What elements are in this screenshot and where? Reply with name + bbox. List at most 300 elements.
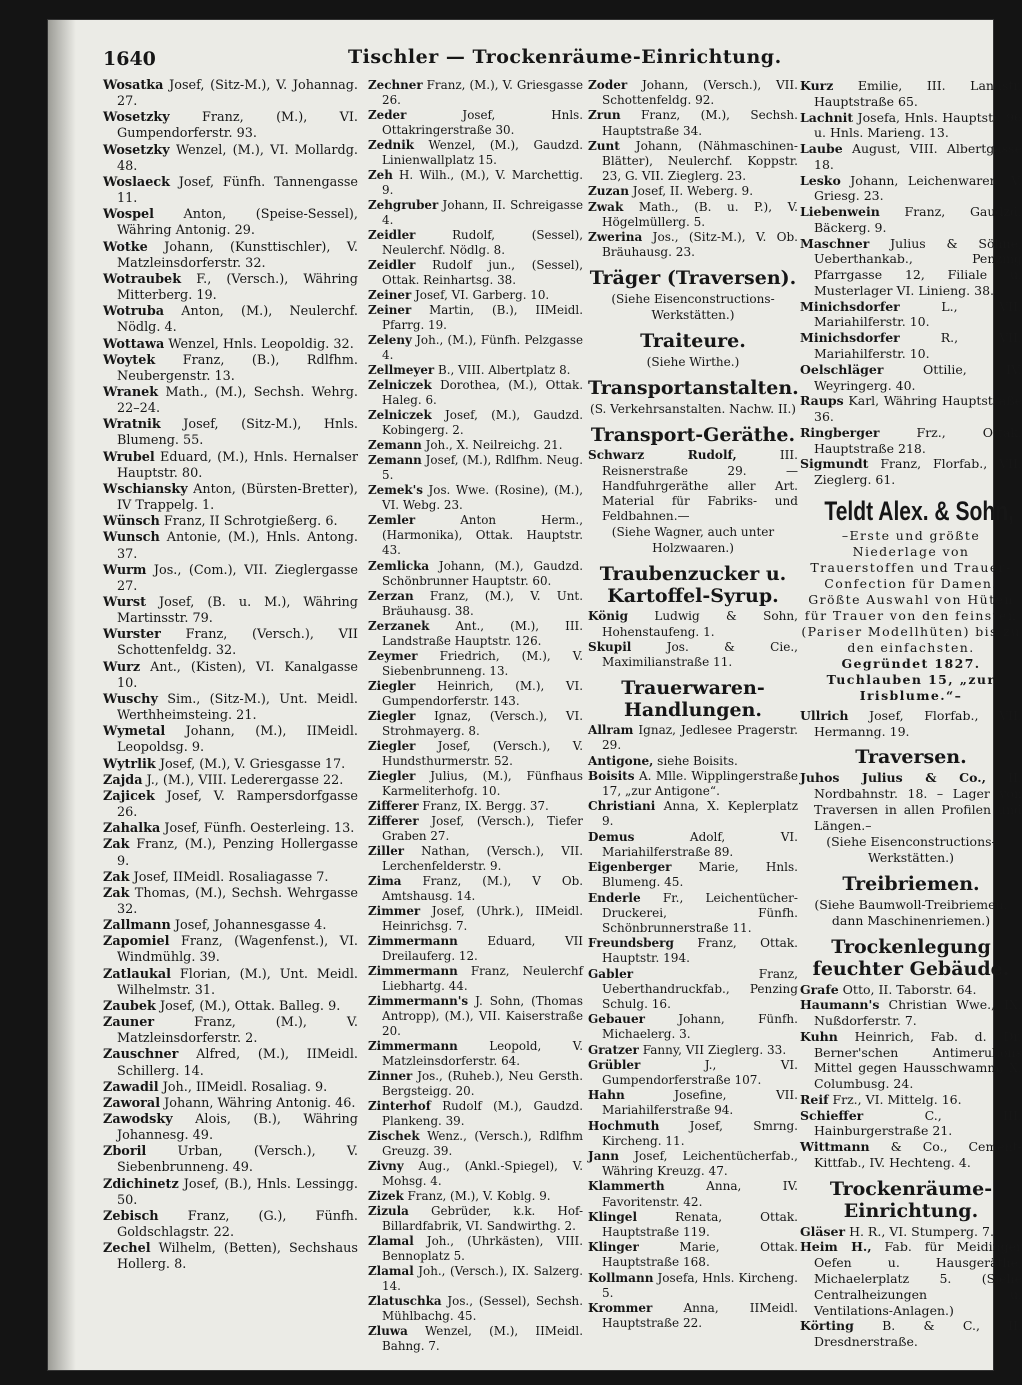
entry-details: Anton, (Speise-Sessel), Währing Antonig. 29.	[117, 207, 358, 239]
directory-entry	[800, 299, 1022, 331]
entry-details: Martin, (B.), IIMeidl. Pfarrg. 19.	[382, 303, 583, 333]
entry-name: Kollmann	[588, 1270, 654, 1285]
entry-details: L., VII. Mariahilferstr. 10.	[814, 298, 1022, 330]
entry-details: Franz, (M.), V. Koblg. 9.	[403, 1189, 551, 1204]
entry-name: Zerzanek	[368, 618, 430, 633]
entry-details: Frz., Ottak. Hauptstraße 218.	[814, 424, 1022, 456]
entry-name: Zechner	[368, 78, 423, 92]
entry-details: Fanny, VII Zieglerg. 33.	[638, 1042, 787, 1057]
entry-details: Joh., (M.), Fünfh. Pelzgasse 4.	[382, 333, 583, 363]
directory-entry	[368, 799, 583, 814]
directory-entry	[800, 982, 1022, 998]
directory-entry	[588, 78, 798, 108]
directory-entry	[103, 789, 358, 821]
directory-entry	[103, 240, 358, 272]
directory-entry	[103, 821, 358, 837]
directory-entry	[588, 1271, 798, 1301]
directory-entry	[368, 1324, 583, 1354]
entry-name: Zinner	[368, 1069, 413, 1084]
entry-details: Dorothea, (M.), Ottak. Haleg. 6.	[382, 378, 583, 408]
entry-name: Zdichinetz	[103, 1176, 179, 1192]
entry-details: Franz, (Wagenfenst.), VI. Windmühlg. 39.	[117, 934, 358, 966]
entry-name: Zawodsky	[103, 1112, 173, 1127]
entry-details: Joh., IIMeidl. Rosaliag. 9.	[158, 1079, 328, 1095]
cross-reference-note: (Siehe Wirthe.)	[646, 355, 740, 370]
directory-entry	[368, 1069, 583, 1099]
directory-entry	[103, 595, 358, 627]
directory-entry	[588, 108, 798, 138]
directory-entry	[368, 108, 583, 138]
entry-details: Franz, (M.), VI. Gumpendorferstr. 93.	[117, 110, 358, 142]
entry-name: Zeiner	[368, 303, 412, 318]
entry-details: Franz, IX. Bergg. 37.	[418, 798, 549, 813]
entry-name: Zelniczek	[368, 408, 432, 423]
entry-details: Josef, VI. Garberg. 10.	[411, 288, 550, 303]
entry-name: Zwak	[588, 199, 624, 214]
entry-name: Schwarz Rudolf,	[588, 448, 737, 463]
directory-entry	[103, 450, 358, 482]
directory-entry	[588, 723, 798, 753]
advertisement-text: Größte Auswahl von Hüten für Trauer von den feinsten (Pariser Modellhüten) bis zu den einfachsten.	[801, 591, 1021, 655]
entry-name: Minichsdorfer	[800, 298, 900, 314]
entry-name: Christiani	[588, 799, 656, 814]
entry-name: Zoder	[588, 78, 628, 92]
entry-details: Karl, Währing Hauptstraße 36.	[814, 393, 1022, 425]
column-1	[103, 78, 358, 1274]
column-4	[800, 78, 1022, 1350]
entry-details: Johann, Fünfh. Michaelerg. 3.	[602, 1012, 798, 1042]
directory-entry	[800, 78, 1022, 110]
entry-details: Anna, X. Keplerplatz 9.	[602, 799, 798, 829]
entry-details: Ludwig & Sohn, Hohenstaufeng. 1.	[602, 609, 798, 639]
advertisement-founded: Gegründet 1827.	[841, 655, 981, 671]
entry-name: Wünsch	[103, 514, 160, 530]
entry-name: Hochmuth	[588, 1118, 660, 1133]
entry-details: Franz, (M.), V Ob. Amtshausg. 14.	[382, 873, 583, 903]
entry-details: H. Wilh., (M.), V. Marchettig. 9.	[382, 168, 583, 198]
entry-details: J. Sohn, (Thomas Antropp), (M.), VII. Kaiserstraße 20.	[382, 993, 583, 1038]
directory-entry	[588, 891, 798, 937]
directory-entry	[800, 1108, 1022, 1140]
directory-entry	[800, 1239, 1022, 1318]
entry-details: Wenzel, Hnls. Leopoldig. 32.	[164, 336, 354, 352]
entry-name: Grafe	[800, 981, 839, 997]
directory-entry	[103, 660, 358, 692]
directory-entry	[588, 799, 798, 829]
directory-entry	[588, 860, 798, 890]
directory-entry	[368, 934, 583, 964]
entry-details: Josef, IIMeidl. Rosaliagasse 7.	[129, 869, 329, 885]
entry-details: Franz, (Versch.), VII Schottenfeldg. 32.	[117, 627, 358, 659]
directory-entry	[103, 1209, 358, 1241]
entry-name: Zallmann	[103, 918, 171, 934]
directory-entry	[588, 1179, 798, 1209]
entry-details: Josef, (M.), Ottak. Balleg. 9.	[155, 998, 341, 1014]
entry-name: Zimmermann	[368, 933, 458, 948]
entry-details: Jos. & Cie., Maximilianstraße 11.	[602, 639, 798, 670]
directory-entry	[588, 1210, 798, 1240]
entry-details: J., VI. Gumpendorferstraße 107.	[602, 1057, 798, 1087]
entry-name: Zajicek	[103, 788, 155, 804]
entry-details: Antonie, (M.), Hnls. Antong. 37.	[117, 530, 358, 562]
advertisement	[800, 494, 1022, 704]
entry-name: Enderle	[588, 890, 641, 905]
directory-entry	[103, 207, 358, 239]
entry-name: Liebenwein	[800, 204, 880, 220]
entry-details: Ignaz, (Versch.), VI. Strohmayerg. 8.	[382, 708, 583, 738]
entry-name: Zizek	[368, 1189, 404, 1204]
entry-details: Josefa, Hnls. Hauptstr. 96 u. Hnls. Marieng. 13.	[814, 109, 1022, 141]
entry-name: Zauner	[103, 1015, 155, 1031]
entry-name: Zawadil	[103, 1079, 159, 1095]
entry-details: Julius, (M.), Fünfhaus Karmeliterhofg. 10.	[382, 768, 583, 798]
entry-name: Wurz	[103, 659, 141, 675]
directory-entry	[368, 303, 583, 333]
entry-name: Zechel	[103, 1241, 151, 1257]
entry-details: Anton, (Bürsten-Bretter), IV Trappelg. 1.	[117, 481, 358, 514]
directory-entry	[800, 110, 1022, 142]
directory-entry	[368, 844, 583, 874]
directory-entry	[588, 754, 798, 769]
advertisement-address: Tuchlauben 15, „zur Irisblume.“–	[826, 671, 996, 703]
entry-name: Zluwa	[368, 1324, 408, 1339]
entry-details: Johann, (Kunsttischler), V. Matzleinsdorferstr. 32.	[117, 239, 358, 271]
entry-name: Wurst	[103, 595, 147, 610]
entry-name: Klammerth	[588, 1179, 665, 1194]
advertisement-firm-name: Teldt Alex. & Sohn,	[824, 495, 1014, 526]
entry-name: Zehgruber	[368, 198, 439, 213]
entry-name: Demus	[588, 829, 635, 844]
entry-name: Zifferer	[368, 813, 419, 828]
entry-details: Nathan, (Versch.), VII. Lerchenfelderstr. 9.	[382, 843, 583, 873]
entry-name: Hahn	[588, 1088, 625, 1103]
directory-entry	[588, 936, 798, 966]
entry-name: Klinger	[588, 1240, 639, 1255]
directory-entry	[368, 769, 583, 799]
entry-details: Franz, Neulerchf Liebhartg. 44.	[382, 963, 583, 993]
directory-entry	[103, 417, 358, 449]
entry-details: siehe Boisits.	[653, 753, 738, 768]
entry-details: R., VII. Mariahilferstr. 10.	[814, 330, 1022, 362]
entry-name: Zeh	[368, 168, 393, 183]
entry-details: C., III. Hainburgerstraße 21.	[814, 1107, 1022, 1139]
directory-entry	[368, 814, 583, 844]
directory-entry	[588, 967, 798, 1013]
entry-details: Franz, Gaudzd. Bäckerg. 9.	[814, 204, 1022, 235]
section-heading: Traversen.	[855, 746, 967, 769]
entry-name: Sigmundt	[800, 456, 869, 472]
entry-details: J., (M.), VIII. Lederergasse 22.	[142, 772, 344, 788]
entry-name: Haumann's	[800, 997, 880, 1013]
entry-name: Wranek	[103, 384, 159, 400]
directory-entry	[800, 330, 1022, 362]
entry-details: F., (Versch.), Währing Mitterberg. 19.	[117, 271, 358, 304]
entry-details: Jos., (Ruheb.), Neu Gersth. Bergsteigg. 20.	[382, 1069, 583, 1099]
directory-entry	[368, 709, 583, 739]
entry-name: Zemler	[368, 513, 416, 528]
entry-name: Oelschläger	[800, 361, 884, 377]
directory-entry	[800, 362, 1022, 394]
cross-reference-note: (Siehe Eisenconstructions-Werkstätten.)	[826, 833, 996, 865]
entry-name: Gläser	[800, 1223, 846, 1239]
entry-details: Heinrich, Fab. d. Dr. Berner'schen Antimerulions Mittel gegen Hausschwamm, X. Columbusg. 24.	[814, 1028, 1022, 1092]
entry-name: Heim H.,	[800, 1239, 872, 1255]
directory-entry	[368, 1099, 583, 1129]
directory-entry	[368, 288, 583, 303]
entry-name: Zuzan	[588, 184, 629, 199]
directory-entry	[800, 425, 1022, 457]
directory-entry	[103, 175, 358, 207]
entry-details: Franz, (M.), V. Matzleinsdorferstr. 2.	[117, 1015, 358, 1047]
entry-name: Gabler	[588, 966, 634, 981]
directory-entry	[588, 1240, 798, 1270]
entry-details: Josef, Fünfh. Oesterleing. 13.	[160, 821, 355, 837]
advertisement-text: –Erste und größte Niederlage von Trauerstoffen und Trauer-Confection für Damen.	[810, 527, 1012, 591]
entry-details: Wenzel, (M.), IIMeidl. Bahng. 7.	[382, 1324, 583, 1354]
entry-name: Zlatuschka	[368, 1294, 442, 1309]
entry-name: Zischek	[368, 1129, 420, 1144]
section-heading: Traubenzucker u. Kartoffel-Syrup.	[599, 563, 787, 608]
directory-entry	[103, 886, 358, 918]
entry-details: III. Reisnerstraße 29. —Handfuhrgeräthe aller Art. Material für Fabriks- und Feldbahnen.—	[602, 448, 798, 524]
entry-name: Wotruba	[103, 304, 165, 320]
entry-details: Franz, II Schrotgießerg. 6.	[159, 514, 338, 530]
directory-entry	[368, 1189, 583, 1204]
entry-details: Christian Wwe., IX. Nußdorferstr. 7.	[814, 997, 1022, 1029]
entry-details: Gebrüder, k.k. Hof-Billardfabrik, VI. Sandwirthg. 2.	[382, 1204, 583, 1234]
entry-name: Minichsdorfer	[800, 330, 900, 346]
entry-details: Wenzel, (M.), VI. Mollardg. 48.	[117, 142, 358, 174]
directory-page	[48, 20, 1022, 1370]
entry-details: Alfred, (M.), IIMeidl. Schillerg. 14.	[117, 1047, 358, 1079]
entry-name: Zeidler	[368, 228, 416, 243]
section-heading: Träger (Traversen).	[589, 267, 797, 290]
entry-name: Zahalka	[103, 821, 161, 837]
entry-details: Jos., (Com.), VII. Zieglergasse 27.	[117, 562, 358, 594]
entry-name: Grübler	[588, 1057, 641, 1072]
entry-details: August, VIII. Albertgasse 18.	[814, 141, 1022, 172]
entry-name: Woytek	[103, 352, 156, 368]
directory-entry	[103, 918, 358, 934]
directory-entry	[103, 724, 358, 756]
directory-entry	[588, 1301, 798, 1331]
entry-name: Zlamal	[368, 1234, 414, 1249]
directory-entry	[368, 258, 583, 288]
directory-entry	[588, 200, 798, 230]
directory-entry	[103, 999, 358, 1015]
entry-name: Wrubel	[103, 449, 155, 465]
directory-entry	[368, 1204, 583, 1234]
entry-details: Josef, (B.), Hnls. Lessingg. 50.	[117, 1176, 358, 1208]
entry-name: Zboril	[103, 1144, 147, 1160]
entry-name: Zimmermann's	[368, 993, 469, 1008]
directory-entry	[368, 1039, 583, 1069]
entry-name: Zauschner	[103, 1047, 179, 1063]
entry-name: Boisits	[588, 768, 635, 783]
entry-details: Anton Herm., (Harmonika), Ottak. Hauptstr. 43.	[382, 513, 583, 558]
entry-details: Johann, II. Schreigasse 4.	[382, 198, 583, 228]
directory-entry	[103, 385, 358, 417]
entry-details: Math., (B. u. P.), V. Högelmüllerg. 5.	[602, 199, 798, 229]
entry-details: Florian, (M.), Unt. Meidl. Wilhelmstr. 31.	[117, 966, 358, 998]
entry-name: Ullrich	[800, 707, 849, 723]
directory-entry	[368, 874, 583, 904]
entry-name: Zunt	[588, 138, 620, 153]
directory-entry	[368, 739, 583, 769]
directory-entry	[588, 640, 798, 670]
directory-entry	[368, 378, 583, 408]
entry-name: König	[588, 609, 628, 624]
directory-entry	[103, 967, 358, 999]
directory-entry	[368, 589, 583, 619]
section-heading: Transportanstalten.	[588, 377, 799, 400]
entry-details: Joh., X. Neilreichg. 21.	[421, 438, 563, 453]
entry-details: Fab. für Meidinger Oefen u. Hausgeräthe, Michaelerplatz 5. (Siehe Centralheizungen u. Ventilations-Anlagen.)	[814, 1239, 1022, 1318]
directory-entry	[103, 304, 358, 336]
directory-entry	[103, 353, 358, 385]
directory-entry	[368, 964, 583, 994]
entry-name: Wurster	[103, 627, 161, 643]
directory-entry	[588, 1058, 798, 1088]
entry-name: Zivny	[368, 1159, 404, 1174]
entry-details: B., VIII. Albertplatz 8.	[434, 363, 571, 378]
directory-entry	[588, 448, 798, 524]
directory-entry	[103, 1080, 358, 1096]
directory-entry	[800, 141, 1022, 173]
directory-entry	[103, 272, 358, 304]
directory-entry	[800, 236, 1022, 299]
entry-details: Ignaz, Jedlesee Pragerstr. 29.	[602, 723, 798, 753]
entry-details: Eduard, VII Dreilauferg. 12.	[382, 933, 583, 963]
page-binding-shadow	[48, 20, 76, 1370]
entry-details: & Co., Cement-Kittfab., IV. Hechteng. 4.	[814, 1139, 1022, 1170]
directory-entry	[103, 627, 358, 659]
directory-entry	[588, 1119, 798, 1149]
entry-name: Zeleny	[368, 333, 412, 348]
entry-details: II. Nordbahnstr. 18. – Lager von Traversen in allen Profilen und Längen.–	[814, 770, 1022, 833]
entry-name: Zelniczek	[368, 378, 432, 393]
directory-entry	[368, 138, 583, 168]
entry-name: Körting	[800, 1318, 854, 1334]
directory-entry	[800, 1029, 1022, 1092]
entry-details: Josef, (M.), Rdlfhm. Neug. 5.	[382, 453, 583, 483]
entry-name: Zimmermann	[368, 1039, 458, 1053]
entry-name: Woslaeck	[103, 174, 171, 190]
section-heading: Trauerwaren-Handlungen.	[621, 677, 765, 722]
entry-details: Wenz., (Versch.), Rdlfhm Greuzg. 39.	[382, 1129, 583, 1159]
directory-entry	[800, 1224, 1022, 1240]
entry-details: Josef, (M.), Gaudzd. Kobingerg. 2.	[382, 408, 583, 438]
cross-reference-note: (Siehe Wagner, auch unter Holzwaaren.)	[611, 525, 775, 556]
entry-name: Wospel	[103, 207, 155, 223]
directory-entry	[368, 438, 583, 453]
entry-details: Franz, (M.), Sechsh. Hauptstraße 34.	[602, 108, 798, 138]
directory-entry	[588, 1012, 798, 1042]
directory-entry	[588, 1149, 798, 1179]
entry-details: H. R., VI. Stumperg. 7.	[845, 1223, 994, 1239]
entry-details: Leopold, V. Matzleinsdorferstr. 64.	[382, 1039, 583, 1069]
entry-details: Sim., (Sitz-M.), Unt. Meidl. Werthheimsteing. 21.	[117, 691, 358, 724]
entry-name: Zemek's	[368, 483, 423, 498]
entry-name: Raups	[800, 393, 844, 409]
entry-details: Thomas, (M.), Sechsh. Wehrgasse 32.	[117, 885, 358, 917]
entry-name: Zemlicka	[368, 558, 430, 573]
directory-entry	[368, 408, 583, 438]
entry-details: Marie, Hnls. Blumeng. 45.	[602, 860, 798, 890]
entry-details: Josef, Johannesgasse 4.	[170, 918, 327, 934]
directory-entry	[588, 230, 798, 260]
entry-name: Wosatka	[103, 78, 164, 93]
entry-details: Jos., (Sitz-M.), V. Ob. Bräuhausg. 23.	[602, 230, 798, 260]
directory-entry	[588, 1043, 798, 1058]
directory-entry	[103, 773, 358, 789]
entry-name: Wytrlik	[103, 756, 156, 772]
entry-name: Ringberger	[800, 424, 880, 440]
entry-details: Johann, Leichenwaren, V. Griesg. 23.	[814, 172, 1022, 204]
entry-name: Wuschy	[103, 691, 158, 707]
entry-name: Ziegler	[368, 708, 416, 723]
section-heading: Transport-Geräthe.	[590, 424, 796, 447]
directory-entry	[103, 1177, 358, 1209]
entry-details: Franz, (M.), V. Griesgasse 26.	[382, 78, 583, 108]
entry-details: Franz, (M.), V. Unt. Bräuhausg. 38.	[382, 588, 583, 618]
entry-name: Zednik	[368, 138, 414, 153]
entry-details: Josef, (Uhrk.), IIMeidl. Heinrichsg. 7.	[382, 903, 583, 933]
entry-details: Franz, Ueberthandruckfab., Penzing Schulg. 16.	[602, 966, 798, 1011]
entry-details: Anna, IV. Favoritenstr. 42.	[602, 1179, 798, 1209]
entry-details: Anna, IIMeidl. Hauptstraße 22.	[602, 1300, 798, 1331]
entry-name: Wottawa	[103, 336, 165, 352]
directory-entry	[368, 1159, 583, 1189]
entry-name: Zaworal	[103, 1095, 161, 1111]
directory-entry	[368, 198, 583, 228]
entry-name: Zak	[103, 885, 130, 901]
entry-name: Krommer	[588, 1300, 653, 1315]
cross-reference-note: (Siehe Eisenconstructions-Werkstätten.)	[611, 292, 775, 323]
entry-details: Johann, (M.), Gaudzd. Schönbrunner Hauptstr. 60.	[382, 558, 583, 588]
directory-entry	[800, 1318, 1022, 1350]
directory-entry	[368, 513, 583, 558]
directory-entry	[103, 757, 358, 773]
entry-details: Johann, (M.), IIMeidl. Leopoldsg. 9.	[117, 724, 358, 756]
directory-entry	[588, 1088, 798, 1118]
entry-name: Gebauer	[588, 1012, 645, 1027]
entry-details: Josef, (Sitz-M.), V. Johannag. 27.	[117, 78, 358, 110]
entry-details: Eduard, (M.), Hnls. Hernalser Hauptstr. 80.	[117, 449, 358, 481]
entry-name: Wschiansky	[103, 481, 188, 497]
entry-name: Zeymer	[368, 648, 418, 663]
entry-name: Zifferer	[368, 798, 419, 813]
entry-name: Ziller	[368, 843, 405, 858]
entry-details: Urban, (Versch.), V. Siebenbrunneng. 49.	[117, 1144, 358, 1176]
entry-details: Renata, Ottak. Hauptstraße 119.	[602, 1209, 798, 1239]
directory-entry	[368, 619, 583, 649]
directory-entry	[103, 1241, 358, 1273]
entry-details: Franz, Ottak. Hauptstr. 194.	[602, 936, 798, 966]
page-number: 1640	[103, 48, 156, 70]
section-heading: Treibriemen.	[842, 872, 980, 895]
entry-details: Josef, (Sitz-M.), Hnls. Blumeng. 55.	[117, 417, 358, 449]
directory-entry	[103, 692, 358, 724]
entry-name: Wosetzky	[103, 110, 170, 126]
entry-details: Franz, (B.), Rdlfhm. Neubergenstr. 13.	[117, 352, 358, 384]
directory-entry	[103, 870, 358, 886]
entry-details: Heinrich, (M.), VI. Gumpendorferstr. 143.	[382, 678, 583, 708]
entry-name: Wosetzky	[103, 142, 170, 158]
entry-details: Josef, (Versch.), V. Hundsthurmerstr. 52.	[382, 738, 583, 768]
entry-details: A. Mlle. Wipplingerstraße 17, „zur Antigone“.	[602, 768, 798, 799]
entry-name: Kuhn	[800, 1028, 838, 1044]
